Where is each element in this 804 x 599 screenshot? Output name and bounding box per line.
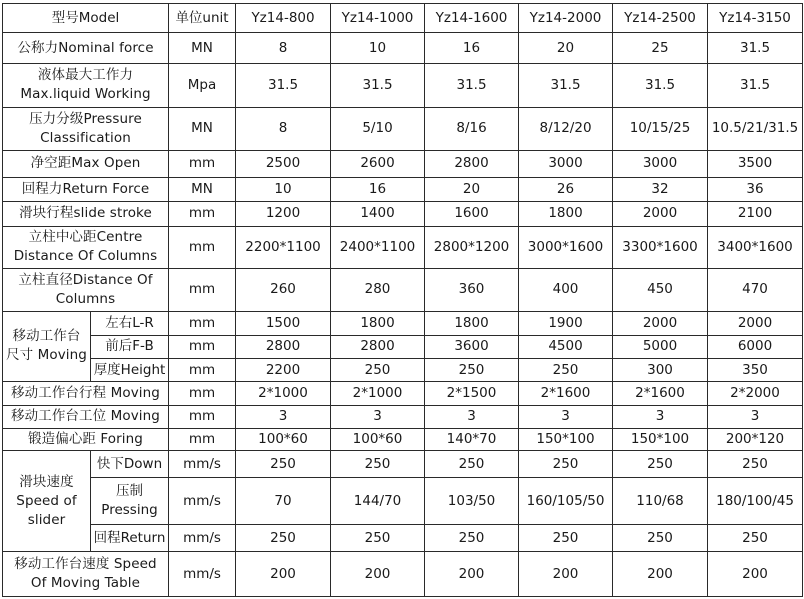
row-label: 立柱中心距Centre Distance Of Columns — [3, 226, 169, 269]
cell: 200*120 — [708, 428, 803, 450]
cell: 8 — [236, 33, 331, 63]
cell: 10/15/25 — [613, 108, 708, 151]
row-label: 立柱直径Distance Of Columns — [3, 269, 169, 312]
row-unit: mm/s — [169, 478, 236, 525]
cell: 200 — [613, 552, 708, 597]
row-unit: MN — [169, 33, 236, 63]
cell: 1200 — [236, 202, 331, 226]
cell: 200 — [708, 552, 803, 597]
row-nominal-force — [3, 33, 803, 63]
row-label: 净空距Max Open — [3, 150, 169, 177]
cell: 400 — [519, 269, 613, 312]
row-unit: mm — [169, 405, 236, 428]
row-return-force — [3, 178, 803, 202]
cell: 2800*1200 — [425, 226, 519, 269]
cell: 144/70 — [331, 478, 425, 525]
cell: 250 — [425, 525, 519, 552]
cell: 3300*1600 — [613, 226, 708, 269]
cell: 31.5 — [613, 63, 708, 108]
cell: 280 — [331, 269, 425, 312]
cell: 3 — [331, 405, 425, 428]
cell: 260 — [236, 269, 331, 312]
row-table-size-fb — [3, 335, 803, 358]
sub-label: 快下Down — [91, 451, 169, 478]
cell: 2000 — [613, 311, 708, 335]
cell: 3500 — [708, 150, 803, 177]
cell: 250 — [425, 359, 519, 382]
cell: 100*60 — [331, 428, 425, 450]
cell: 3 — [519, 405, 613, 428]
model-header-2: Yz14-1000 — [331, 4, 425, 33]
group-label-table-size: 移动工作台 尺寸 Moving — [3, 311, 91, 382]
cell: 31.5 — [425, 63, 519, 108]
cell: 31.5 — [519, 63, 613, 108]
cell: 3 — [236, 405, 331, 428]
cell: 250 — [331, 359, 425, 382]
cell: 250 — [331, 525, 425, 552]
cell: 31.5 — [331, 63, 425, 108]
cell: 200 — [519, 552, 613, 597]
row-label: 锻造偏心距 Foring — [3, 428, 169, 450]
cell: 5/10 — [331, 108, 425, 151]
row-max-liquid — [3, 63, 803, 108]
row-label: 回程力Return Force — [3, 178, 169, 202]
sub-label: 压制 Pressing — [91, 478, 169, 525]
row-unit: Mpa — [169, 63, 236, 108]
cell: 10.5/21/31.5 — [708, 108, 803, 151]
cell: 8/16 — [425, 108, 519, 151]
cell: 10 — [236, 178, 331, 202]
row-table-stroke — [3, 382, 803, 405]
cell: 2800 — [425, 150, 519, 177]
row-label: 公称力Nominal force — [3, 33, 169, 63]
cell: 250 — [519, 451, 613, 478]
cell: 250 — [331, 451, 425, 478]
row-pressure-classification — [3, 108, 803, 151]
cell: 2000 — [708, 311, 803, 335]
row-table-position — [3, 405, 803, 428]
sub-label: 前后F-B — [91, 335, 169, 358]
cell: 150*100 — [613, 428, 708, 450]
cell: 3000*1600 — [519, 226, 613, 269]
row-unit: mm — [169, 150, 236, 177]
model-header-3: Yz14-1600 — [425, 4, 519, 33]
cell: 470 — [708, 269, 803, 312]
row-table-size-height — [3, 359, 803, 382]
cell: 16 — [425, 33, 519, 63]
cell: 250 — [519, 359, 613, 382]
row-unit: mm — [169, 226, 236, 269]
cell: 2800 — [236, 335, 331, 358]
cell: 2400*1100 — [331, 226, 425, 269]
cell: 2800 — [331, 335, 425, 358]
row-slide-stroke — [3, 202, 803, 226]
cell: 25 — [613, 33, 708, 63]
cell: 2*1000 — [331, 382, 425, 405]
cell: 2500 — [236, 150, 331, 177]
cell: 360 — [425, 269, 519, 312]
cell: 3 — [708, 405, 803, 428]
cell: 350 — [708, 359, 803, 382]
row-centre-distance — [3, 226, 803, 269]
cell: 2000 — [613, 202, 708, 226]
cell: 180/100/45 — [708, 478, 803, 525]
cell: 450 — [613, 269, 708, 312]
row-column-diameter — [3, 269, 803, 312]
cell: 36 — [708, 178, 803, 202]
cell: 4500 — [519, 335, 613, 358]
sub-label: 厚度Height — [91, 359, 169, 382]
row-unit: mm/s — [169, 552, 236, 597]
cell: 1400 — [331, 202, 425, 226]
cell: 16 — [331, 178, 425, 202]
cell: 250 — [519, 525, 613, 552]
cell: 1800 — [331, 311, 425, 335]
cell: 2*1500 — [425, 382, 519, 405]
cell: 1900 — [519, 311, 613, 335]
group-label-slider-speed: 滑块速度 Speed of slider — [3, 451, 91, 552]
cell: 200 — [236, 552, 331, 597]
row-table-speed — [3, 552, 803, 597]
cell: 70 — [236, 478, 331, 525]
cell: 3600 — [425, 335, 519, 358]
cell: 300 — [613, 359, 708, 382]
cell: 2*1600 — [613, 382, 708, 405]
row-unit: mm/s — [169, 451, 236, 478]
model-header-5: Yz14-2500 — [613, 4, 708, 33]
cell: 2200 — [236, 359, 331, 382]
cell: 110/68 — [613, 478, 708, 525]
cell: 103/50 — [425, 478, 519, 525]
row-unit: mm — [169, 311, 236, 335]
sub-label: 左右L-R — [91, 311, 169, 335]
cell: 6000 — [708, 335, 803, 358]
cell: 160/105/50 — [519, 478, 613, 525]
row-unit: mm/s — [169, 525, 236, 552]
cell: 3 — [425, 405, 519, 428]
sub-label: 回程Return — [91, 525, 169, 552]
model-header: 型号Model — [3, 4, 169, 33]
unit-header: 单位unit — [169, 4, 236, 33]
cell: 250 — [236, 451, 331, 478]
cell: 3 — [613, 405, 708, 428]
row-label: 液体最大工作力 Max.liquid Working — [3, 63, 169, 108]
cell: 1500 — [236, 311, 331, 335]
cell: 2600 — [331, 150, 425, 177]
cell: 3000 — [519, 150, 613, 177]
row-slider-speed-pressing — [3, 478, 803, 525]
cell: 200 — [331, 552, 425, 597]
cell: 1800 — [519, 202, 613, 226]
cell: 100*60 — [236, 428, 331, 450]
row-unit: mm — [169, 359, 236, 382]
cell: 10 — [331, 33, 425, 63]
cell: 1800 — [425, 311, 519, 335]
cell: 3000 — [613, 150, 708, 177]
cell: 1600 — [425, 202, 519, 226]
cell: 2200*1100 — [236, 226, 331, 269]
cell: 31.5 — [708, 63, 803, 108]
row-label: 压力分级Pressure Classification — [3, 108, 169, 151]
cell: 150*100 — [519, 428, 613, 450]
row-max-open — [3, 150, 803, 177]
cell: 250 — [613, 525, 708, 552]
row-label: 移动工作台工位 Moving — [3, 405, 169, 428]
header-row — [3, 4, 803, 33]
cell: 20 — [425, 178, 519, 202]
cell: 2*2000 — [708, 382, 803, 405]
cell: 140*70 — [425, 428, 519, 450]
cell: 8/12/20 — [519, 108, 613, 151]
cell: 32 — [613, 178, 708, 202]
cell: 20 — [519, 33, 613, 63]
cell: 200 — [425, 552, 519, 597]
row-unit: mm — [169, 382, 236, 405]
cell: 3400*1600 — [708, 226, 803, 269]
row-slider-speed-down — [3, 451, 803, 478]
row-label: 滑块行程slide stroke — [3, 202, 169, 226]
row-table-size-lr — [3, 311, 803, 335]
cell: 2100 — [708, 202, 803, 226]
cell: 31.5 — [708, 33, 803, 63]
cell: 2*1600 — [519, 382, 613, 405]
cell: 250 — [708, 525, 803, 552]
row-unit: mm — [169, 428, 236, 450]
cell: 31.5 — [236, 63, 331, 108]
row-label: 移动工作台行程 Moving — [3, 382, 169, 405]
row-forging-offset — [3, 428, 803, 450]
cell: 2*1000 — [236, 382, 331, 405]
row-slider-speed-return — [3, 525, 803, 552]
model-header-1: Yz14-800 — [236, 4, 331, 33]
cell: 250 — [425, 451, 519, 478]
row-unit: mm — [169, 269, 236, 312]
model-header-4: Yz14-2000 — [519, 4, 613, 33]
row-unit: mm — [169, 202, 236, 226]
cell: 26 — [519, 178, 613, 202]
model-header-6: Yz14-3150 — [708, 4, 803, 33]
row-label: 移动工作台速度 Speed Of Moving Table — [3, 552, 169, 597]
row-unit: MN — [169, 108, 236, 151]
row-unit: mm — [169, 335, 236, 358]
spec-table — [2, 3, 803, 597]
cell: 250 — [708, 451, 803, 478]
cell: 8 — [236, 108, 331, 151]
cell: 250 — [236, 525, 331, 552]
cell: 250 — [613, 451, 708, 478]
row-unit: MN — [169, 178, 236, 202]
cell: 5000 — [613, 335, 708, 358]
